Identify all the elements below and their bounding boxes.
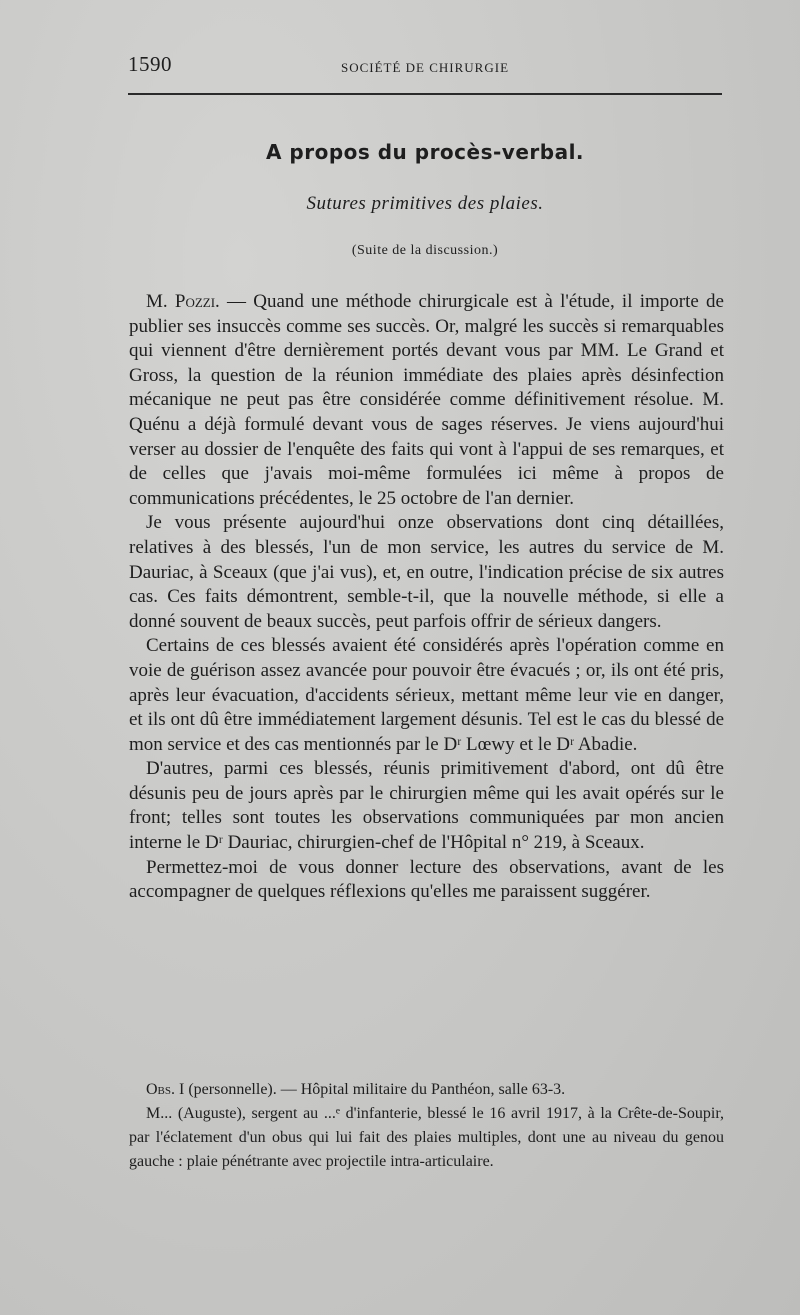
- paragraph-1-text: . — Quand une méthode chirurgicale est à l'étude, il importe de publier ses insuccès comme ses succès. Or, malgré les succès si remarquables qui viennent d'être dernièrement portés devant vous par MM. Le Grand et Gross, la question de la réunion immédiate des plaies après désinfection mécanique ne peut pas être considérée comme définitivement résolue. M. Quénu a déjà formulé devant vous de sages réserves. Je viens aujourd'hui verser au dossier de l'enquête des faits qui vont à l'appui de ses remarques, et de celles que j'avais moi-même formulées ici même à propos de communications précédentes, le 25 octobre de l'an dernier.: [129, 291, 724, 509]
- observation-heading: [129, 1078, 724, 1102]
- paragraph-5: Permettez-moi de vous donner lecture des observations, avant de les accompagner de quelques réflexions qu'elles me paraissent suggérer.: [129, 856, 724, 903]
- header-rule: [128, 93, 722, 95]
- observation-label: Obs. I: [146, 1081, 185, 1098]
- section-subtitle: Sutures primitives des plaies.: [306, 193, 544, 214]
- section-note: (Suite de la discussion.): [351, 243, 499, 258]
- paragraph-2: Je vous présente aujourd'hui onze observations dont cinq détaillées, relatives à des blessés, l'un de mon service, les autres du service de M. Dauriac, à Sceaux (que j'ai vus), et, en outre, l'indication précise de six autres cas. Ces faits démontrent, semble-t-il, que la nouvelle méthode, si elle a donné souvent de beaux succès, peut parfois offrir de sérieux dangers.: [129, 512, 724, 632]
- section-title: A propos du procès-verbal.: [265, 140, 585, 164]
- speaker-name: M. Pozzi: [146, 291, 216, 312]
- paragraph-1: [129, 290, 724, 511]
- body-text: [129, 290, 724, 905]
- paragraph-4: D'autres, parmi ces blessés, réunis primitivement d'abord, ont dû être désunis peu de jours après par le chirurgien même qui les avait opérés sur le front; telles sont toutes les observations communiquées par mon ancien interne le Dʳ Dauriac, chirurgien-chef de l'Hôpital n° 219, à Sceaux.: [129, 758, 724, 854]
- page-header: [128, 50, 722, 80]
- observation-paragraph: M... (Auguste), sergent au ...ᵉ d'infanterie, blessé le 16 avril 1917, à la Crête-de-Soupir, par l'éclatement d'un obus qui lui fait des plaies multiples, dont une au niveau du genou gauche : plaie pénétrante avec projectile intra-articulaire.: [129, 1105, 724, 1170]
- running-head: SOCIÉTÉ DE CHIRURGIE: [340, 60, 510, 75]
- page-number: 1590: [128, 52, 172, 76]
- observation-block: [129, 1078, 724, 1174]
- observation-heading-text: (personnelle). — Hôpital militaire du Panthéon, salle 63-3.: [184, 1081, 566, 1098]
- paragraph-3: Certains de ces blessés avaient été considérés après l'opération comme en voie de guérison assez avancée pour pouvoir être évacués ; or, ils ont été pris, après leur évacuation, d'accidents sérieux, mettant même leur vie en danger, et ils ont dû être immédiatement largement désunis. Tel est le cas du blessé de mon service et des cas mentionnés par le Dʳ Lœwy et le Dʳ Abadie.: [129, 635, 724, 755]
